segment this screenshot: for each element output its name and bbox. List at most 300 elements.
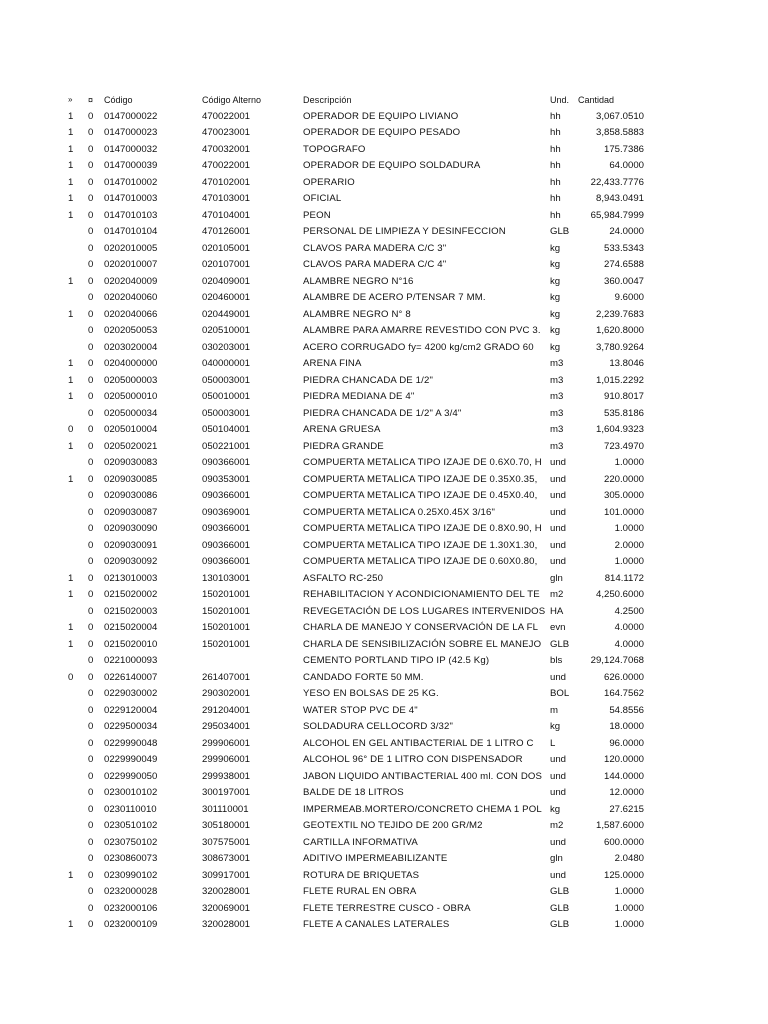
zero-cell: 0 <box>88 820 94 831</box>
table-row <box>0 752 768 769</box>
unit-cell: BOL <box>550 688 570 699</box>
table-row <box>0 901 768 918</box>
unit-cell: m2 <box>550 820 564 831</box>
description-cell: COMPUERTA METALICA TIPO IZAJE DE 0.45X0.40, <box>303 490 538 501</box>
zero-cell: 0 <box>88 226 94 237</box>
quantity-cell: 1.0000 <box>614 523 644 534</box>
description-cell: ADITIVO IMPERMEABILIZANTE <box>303 853 448 864</box>
quantity-cell: 125.0000 <box>603 869 644 881</box>
alt-code-cell: 301110001 <box>202 803 249 815</box>
quantity-cell: 220.0000 <box>603 473 644 485</box>
zero-cell: 0 <box>88 506 94 518</box>
alt-code-cell: 150201001 <box>202 589 251 600</box>
unit-cell: und <box>550 506 567 518</box>
description-cell: OPERADOR DE EQUIPO PESADO <box>303 127 461 138</box>
description-cell: SOLDADURA CELLOCORD 3/32" <box>303 721 454 732</box>
code-cell: 0209030086 <box>104 490 158 501</box>
zero-cell: 0 <box>88 556 94 567</box>
zero-cell: 0 <box>88 869 94 881</box>
code-cell: 0147000022 <box>104 110 158 122</box>
description-cell: ALAMBRE PARA AMARRE REVESTIDO CON PVC 3. <box>303 325 541 336</box>
description-cell: OPERARIO <box>303 176 355 188</box>
description-cell: GEOTEXTIL NO TEJIDO DE 200 GR/M2 <box>303 820 483 831</box>
flag-cell: 1 <box>68 622 74 633</box>
unit-cell: hh <box>550 143 561 155</box>
unit-cell: bls <box>550 655 563 666</box>
unit-cell: hh <box>550 176 561 188</box>
quantity-cell: 533.5343 <box>603 242 644 254</box>
unit-cell: und <box>550 770 567 782</box>
code-cell: 0230990102 <box>104 869 158 881</box>
table-row <box>0 224 768 241</box>
alt-code-cell: 291204001 <box>202 704 251 716</box>
flag-cell: 1 <box>68 275 74 287</box>
quantity-cell: 3,780.9264 <box>595 341 644 353</box>
quantity-cell: 626.0000 <box>603 671 644 683</box>
zero-cell: 0 <box>88 737 94 749</box>
code-cell: 0209030085 <box>104 473 158 485</box>
description-cell: CHARLA DE MANEJO Y CONSERVACIÓN DE LA FL <box>303 622 539 633</box>
description-cell: COMPUERTA METALICA TIPO IZAJE DE 0.6X0.70, H <box>303 457 542 468</box>
table-row <box>0 340 768 357</box>
quantity-cell: 1.0000 <box>614 886 644 897</box>
alt-code-cell: 090366001 <box>202 490 251 501</box>
code-cell: 0232000106 <box>104 902 158 914</box>
flag-cell: 1 <box>68 638 74 650</box>
alt-code-cell: 090366001 <box>202 457 251 468</box>
alt-code-cell: 090366001 <box>202 539 251 551</box>
table-row <box>0 769 768 786</box>
code-cell: 0229990050 <box>104 770 158 782</box>
description-cell: CHARLA DE SENSIBILIZACIÓN SOBRE EL MANEJO <box>303 638 542 650</box>
table-row <box>0 637 768 654</box>
alt-code-cell: 470104001 <box>202 209 251 221</box>
zero-cell: 0 <box>88 836 94 848</box>
code-cell: 0205000010 <box>104 391 158 402</box>
zero-cell: 0 <box>88 407 94 419</box>
alt-code-cell: 130103001 <box>202 572 251 584</box>
code-cell: 0147000032 <box>104 143 158 155</box>
quantity-cell: 1.0000 <box>614 556 644 567</box>
description-cell: ACERO CORRUGADO fy= 4200 kg/cm2 GRADO 60 <box>303 341 534 353</box>
alt-code-cell: 290302001 <box>202 688 251 699</box>
code-cell: 0215020003 <box>104 605 158 617</box>
table-row <box>0 422 768 439</box>
zero-cell: 0 <box>88 473 94 485</box>
unit-cell: und <box>550 836 567 848</box>
zero-cell: 0 <box>88 853 94 864</box>
description-cell: BALDE DE 18 LITROS <box>303 787 404 798</box>
code-cell: 0209030092 <box>104 556 158 567</box>
description-cell: PEON <box>303 209 331 221</box>
unit-cell: hh <box>550 193 561 204</box>
unit-cell: und <box>550 556 567 567</box>
code-cell: 0215020002 <box>104 589 158 600</box>
table-row <box>0 274 768 291</box>
description-cell: COMPUERTA METALICA 0.25X0.45X 3/16" <box>303 506 496 518</box>
quantity-cell: 4,250.6000 <box>595 589 644 600</box>
flag-cell: 1 <box>68 440 74 452</box>
zero-cell: 0 <box>88 490 94 501</box>
table-row <box>0 670 768 687</box>
flag-cell: 0 <box>68 671 74 683</box>
alt-code-cell: 320069001 <box>202 902 251 914</box>
quantity-cell: 910.8017 <box>603 391 644 402</box>
zero-cell: 0 <box>88 655 94 666</box>
alt-code-cell: 090366001 <box>202 556 251 567</box>
code-cell: 0226140007 <box>104 671 158 683</box>
quantity-cell: 4.0000 <box>614 638 644 650</box>
unit-cell: kg <box>550 275 561 287</box>
quantity-cell: 164.7562 <box>603 688 644 699</box>
alt-code-cell: 299938001 <box>202 770 251 782</box>
alt-code-column-header: Código Alterno <box>202 95 262 105</box>
description-cell: FLETE TERRESTRE CUSCO - OBRA <box>303 902 471 914</box>
code-cell: 0230110010 <box>104 803 157 815</box>
zero-cell: 0 <box>88 671 94 683</box>
quantity-cell: 600.0000 <box>603 836 644 848</box>
code-cell: 0221000093 <box>104 655 158 666</box>
flag-column-header <box>68 92 82 109</box>
unit-cell: und <box>550 457 567 468</box>
table-row <box>0 521 768 538</box>
zero-cell: 0 <box>88 770 94 782</box>
description-cell: CLAVOS PARA MADERA C/C 4" <box>303 259 447 270</box>
description-cell: WATER STOP PVC DE 4" <box>303 704 418 716</box>
zero-cell: 0 <box>88 638 94 650</box>
table-row <box>0 620 768 637</box>
resource-table <box>0 92 768 934</box>
description-cell: COMPUERTA METALICA TIPO IZAJE DE 0.60X0.80, <box>303 556 538 567</box>
flag-cell: 1 <box>68 193 74 204</box>
description-cell: CEMENTO PORTLAND TIPO IP (42.5 Kg) <box>303 655 490 666</box>
quantity-cell: 64.0000 <box>609 160 644 171</box>
description-cell: PIEDRA CHANCADA DE 1/2" <box>303 374 434 386</box>
alt-code-cell: 261407001 <box>202 671 251 683</box>
description-cell: OPERADOR DE EQUIPO LIVIANO <box>303 110 459 122</box>
description-cell: PIEDRA MEDIANA DE 4" <box>303 391 415 402</box>
unit-cell: kg <box>550 721 561 732</box>
code-cell: 0147000023 <box>104 127 158 138</box>
flag-cell: 1 <box>68 869 74 881</box>
description-cell: ALAMBRE NEGRO N° 8 <box>303 308 411 320</box>
alt-code-cell: 470102001 <box>202 176 251 188</box>
table-row <box>0 818 768 835</box>
zero-cell: 0 <box>88 358 94 369</box>
unit-cell: evn <box>550 622 566 633</box>
alt-code-cell: 150201001 <box>202 605 251 617</box>
alt-code-cell: 470103001 <box>202 193 251 204</box>
unit-cell: und <box>550 523 567 534</box>
table-row <box>0 736 768 753</box>
zero-cell: 0 <box>88 622 94 633</box>
description-cell: JABON LIQUIDO ANTIBACTERIAL 400 ml. CON DOS <box>303 770 543 782</box>
alt-code-cell: 300197001 <box>202 787 251 798</box>
table-row <box>0 538 768 555</box>
table-row <box>0 191 768 208</box>
table-row <box>0 917 768 934</box>
flag-cell: 1 <box>68 209 74 221</box>
zero-cell: 0 <box>88 259 94 270</box>
unit-cell: HA <box>550 605 564 617</box>
unit-cell: gln <box>550 572 563 584</box>
description-cell: REVEGETACIÓN DE LOS LUGARES INTERVENIDOS <box>303 605 546 617</box>
code-cell: 0202010005 <box>104 242 158 254</box>
quantity-cell: 3,067.0510 <box>595 110 644 122</box>
zero-cell: 0 <box>88 572 94 584</box>
code-cell: 0213010003 <box>104 572 158 584</box>
unit-cell: kg <box>550 308 561 320</box>
unit-cell: und <box>550 490 567 501</box>
description-cell: ASFALTO RC-250 <box>303 572 384 584</box>
zero-cell: 0 <box>88 754 94 765</box>
unit-cell: und <box>550 473 567 485</box>
code-cell: 0205020021 <box>104 440 158 452</box>
quantity-cell: 120.0000 <box>603 754 644 765</box>
table-row <box>0 571 768 588</box>
description-cell: ARENA GRUESA <box>303 424 381 435</box>
alt-code-cell: 470022001 <box>202 110 251 122</box>
alt-code-cell: 040000001 <box>202 358 251 369</box>
code-cell: 0209030090 <box>104 523 158 534</box>
flag-cell: 1 <box>68 358 74 369</box>
table-row <box>0 785 768 802</box>
quantity-cell: 4.2500 <box>614 605 644 617</box>
code-cell: 0204000000 <box>104 358 158 369</box>
zero-cell: 0 <box>88 193 94 204</box>
alt-code-cell: 295034001 <box>202 721 251 732</box>
table-row <box>0 851 768 868</box>
flag-cell: 1 <box>68 919 74 930</box>
alt-code-cell: 090353001 <box>202 473 251 485</box>
zero-cell: 0 <box>88 308 94 320</box>
zero-cell: 0 <box>88 391 94 402</box>
code-cell: 0232000028 <box>104 886 158 897</box>
zero-cell: 0 <box>88 440 94 452</box>
alt-code-cell: 305180001 <box>202 820 251 831</box>
quantity-cell: 8,943.0491 <box>595 193 644 204</box>
alt-code-cell: 320028001 <box>202 886 251 897</box>
unit-cell: hh <box>550 110 561 122</box>
flag-cell: 1 <box>68 374 74 386</box>
alt-code-cell: 150201001 <box>202 622 251 633</box>
alt-code-cell: 020105001 <box>202 242 251 254</box>
flag-cell: 1 <box>68 143 74 155</box>
unit-cell: und <box>550 671 567 683</box>
quantity-cell: 24.0000 <box>609 226 644 237</box>
code-cell: 0147010103 <box>104 209 158 221</box>
zero-cell: 0 <box>88 457 94 468</box>
table-row <box>0 653 768 670</box>
unit-cell: m3 <box>550 424 564 435</box>
code-cell: 0209030091 <box>104 539 158 551</box>
flag-cell: 1 <box>68 473 74 485</box>
table-row <box>0 389 768 406</box>
quantity-cell: 3,858.5883 <box>595 127 644 138</box>
quantity-cell: 12.0000 <box>609 787 644 798</box>
double-arrow-icon: » <box>68 95 73 104</box>
quantity-cell: 1,015.2292 <box>595 374 644 386</box>
zero-cell: 0 <box>88 374 94 386</box>
code-cell: 0230510102 <box>104 820 158 831</box>
unit-cell: GLB <box>550 226 570 237</box>
code-cell: 0215020010 <box>104 638 158 650</box>
unit-cell: GLB <box>550 638 570 650</box>
zero-cell: 0 <box>88 589 94 600</box>
zero-cell: 0 <box>88 127 94 138</box>
zero-cell: 0 <box>88 209 94 221</box>
description-cell: FLETE RURAL EN OBRA <box>303 886 417 897</box>
code-cell: 0229500034 <box>104 721 158 732</box>
alt-code-cell: 299906001 <box>202 754 251 765</box>
quantity-cell: 1.0000 <box>614 919 644 930</box>
description-cell: PERSONAL DE LIMPIEZA Y DESINFECCION <box>303 226 506 237</box>
code-cell: 0147010104 <box>104 226 158 237</box>
zero-cell: 0 <box>88 292 94 303</box>
table-row <box>0 175 768 192</box>
zero-cell: 0 <box>88 787 94 798</box>
code-cell: 0229030002 <box>104 688 158 699</box>
description-cell: OFICIAL <box>303 193 342 204</box>
quantity-cell: 2.0000 <box>614 539 644 551</box>
zero-column-header <box>88 92 100 109</box>
unit-cell: und <box>550 869 567 881</box>
description-cell: ALAMBRE NEGRO N°16 <box>303 275 414 287</box>
table-row <box>0 290 768 307</box>
table-row <box>0 587 768 604</box>
table-row <box>0 868 768 885</box>
unit-cell: m <box>550 704 558 716</box>
alt-code-cell: 150201001 <box>202 638 251 650</box>
quantity-cell: 96.0000 <box>609 737 644 749</box>
quantity-cell: 54.8556 <box>609 704 644 716</box>
zero-cell: 0 <box>88 704 94 716</box>
unit-cell: m3 <box>550 374 564 386</box>
code-cell: 0230750102 <box>104 836 158 848</box>
unit-cell: m2 <box>550 589 564 600</box>
table-row <box>0 884 768 901</box>
table-row <box>0 472 768 489</box>
alt-code-cell: 020449001 <box>202 308 251 320</box>
description-cell: ALCOHOL 96° DE 1 LITRO CON DISPENSADOR <box>303 754 523 765</box>
table-row <box>0 455 768 472</box>
unit-cell: hh <box>550 127 561 138</box>
unit-cell: kg <box>550 325 561 336</box>
quantity-cell: 1,587.6000 <box>595 820 644 831</box>
code-cell: 0229990048 <box>104 737 158 749</box>
unit-cell: GLB <box>550 886 570 897</box>
code-cell: 0202040009 <box>104 275 158 287</box>
quantity-cell: 9.6000 <box>614 292 644 303</box>
description-cell: PIEDRA CHANCADA DE 1/2" A 3/4" <box>303 407 462 419</box>
description-cell: COMPUERTA METALICA TIPO IZAJE DE 1.30X1.30, <box>303 539 538 551</box>
table-row <box>0 307 768 324</box>
quantity-cell: 13.8046 <box>609 358 644 369</box>
quantity-cell: 535.8186 <box>603 407 644 419</box>
unit-cell: hh <box>550 209 561 221</box>
description-cell: CARTILLA INFORMATIVA <box>303 836 418 848</box>
unit-cell: m3 <box>550 407 564 419</box>
code-cell: 0215020004 <box>104 622 158 633</box>
table-row <box>0 406 768 423</box>
alt-code-cell: 050003001 <box>202 407 251 419</box>
quantity-cell: 1,604.9323 <box>595 424 644 435</box>
alt-code-cell: 309917001 <box>202 869 251 881</box>
quantity-cell: 814.1172 <box>604 572 644 584</box>
table-row <box>0 719 768 736</box>
unit-cell: und <box>550 787 567 798</box>
quantity-cell: 29,124.7068 <box>590 655 644 666</box>
flag-cell: 1 <box>68 127 74 138</box>
code-cell: 0230860073 <box>104 853 158 864</box>
quantity-cell: 1,620.8000 <box>595 325 644 336</box>
alt-code-cell: 030203001 <box>202 341 251 353</box>
description-column-header: Descripción <box>303 95 352 105</box>
description-cell: ARENA FINA <box>303 358 362 369</box>
description-cell: REHABILITACION Y ACONDICIONAMIENTO DEL TE <box>303 589 540 600</box>
alt-code-cell: 470023001 <box>202 127 251 138</box>
alt-code-cell: 470022001 <box>202 160 251 171</box>
unit-cell: kg <box>550 242 561 254</box>
unit-cell: und <box>550 539 567 551</box>
description-cell: ALAMBRE DE ACERO P/TENSAR 7 MM. <box>303 292 486 303</box>
zero-cell: 0 <box>88 341 94 353</box>
alt-code-cell: 020510001 <box>202 325 251 336</box>
quantity-cell: 65,984.7999 <box>590 209 644 221</box>
unit-cell: kg <box>550 292 561 303</box>
quantity-cell: 1.0000 <box>614 902 644 914</box>
description-cell: IMPERMEAB.MORTERO/CONCRETO CHEMA 1 POL <box>303 803 542 815</box>
code-cell: 0205000034 <box>104 407 158 419</box>
flag-cell: 1 <box>68 572 74 584</box>
currency-sign-icon: ¤ <box>88 95 94 105</box>
code-cell: 0205010004 <box>104 424 158 435</box>
unit-column-header: Und. <box>550 95 570 105</box>
alt-code-cell: 020460001 <box>202 292 251 303</box>
code-cell: 0202050053 <box>104 325 158 336</box>
unit-cell: gln <box>550 853 563 864</box>
flag-cell: 0 <box>68 424 74 435</box>
quantity-cell: 723.4970 <box>603 440 644 452</box>
code-cell: 0147000039 <box>104 160 158 171</box>
quantity-cell: 22,433.7776 <box>590 176 644 188</box>
unit-cell: GLB <box>550 919 570 930</box>
flag-cell: 1 <box>68 176 74 188</box>
alt-code-cell: 050003001 <box>202 374 251 386</box>
code-cell: 0147010002 <box>104 176 158 188</box>
table-row <box>0 604 768 621</box>
zero-cell: 0 <box>88 325 94 336</box>
quantity-cell: 2.0480 <box>614 853 644 864</box>
zero-cell: 0 <box>88 803 94 815</box>
code-cell: 0232000109 <box>104 919 158 930</box>
table-row <box>0 686 768 703</box>
table-row <box>0 554 768 571</box>
zero-cell: 0 <box>88 160 94 171</box>
zero-cell: 0 <box>88 721 94 732</box>
alt-code-cell: 050221001 <box>202 440 251 452</box>
code-cell: 0205000003 <box>104 374 158 386</box>
alt-code-cell: 470032001 <box>202 143 251 155</box>
quantity-cell: 274.6588 <box>603 259 644 270</box>
description-cell: ALCOHOL EN GEL ANTIBACTERIAL DE 1 LITRO C <box>303 737 534 749</box>
flag-cell: 1 <box>68 110 74 122</box>
alt-code-cell: 299906001 <box>202 737 251 749</box>
description-cell: PIEDRA GRANDE <box>303 440 384 452</box>
table-row <box>0 505 768 522</box>
quantity-cell: 27.6215 <box>609 803 644 815</box>
flag-cell: 1 <box>68 160 74 171</box>
